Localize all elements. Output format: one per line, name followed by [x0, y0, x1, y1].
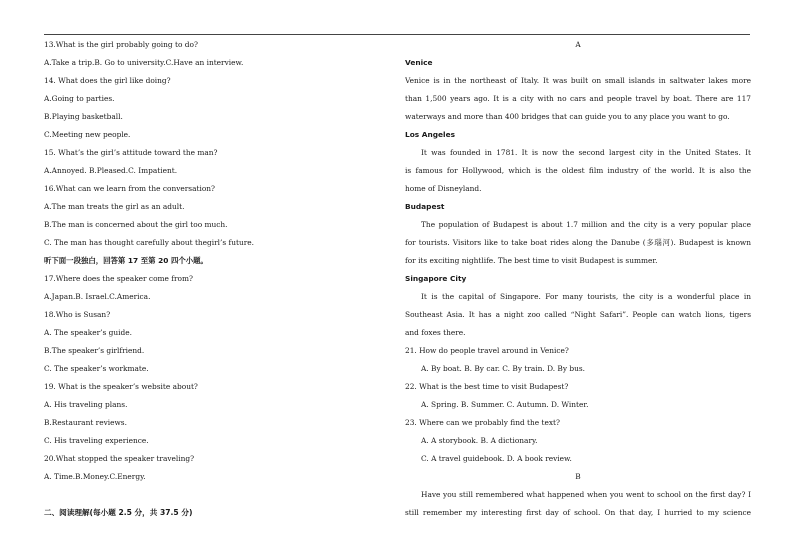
question-23: 23. Where can we probably find the text? — [405, 418, 560, 427]
budapest-line-1: The population of Budapest is about 1.7 million and the city is a very popular place — [421, 220, 751, 229]
venice-line-2: than 1,500 years ago. It is a city with no cars and people travel by boat. There are 117 — [405, 94, 751, 103]
question-20: 20.What stopped the speaker traveling? — [44, 454, 195, 463]
passage-b-line-2: still remember my interesting first day of school. On that day, I hurried to my science — [405, 508, 751, 517]
passage-a-label: A — [575, 40, 581, 49]
heading-venice: Venice — [405, 58, 433, 67]
venice-line-1: Venice is in the northeast of Italy. It was built on small islands in saltwater lakes more — [405, 76, 751, 85]
header-rule — [44, 34, 750, 35]
option-16c: C. The man has thought carefully about thegirl’s future. — [44, 238, 255, 247]
heading-budapest: Budapest — [405, 202, 445, 211]
options-23-cd: C. A travel guidebook. D. A book review. — [421, 454, 572, 463]
right-column — [405, 36, 751, 522]
budapest-line-3: for its exciting nightlife. The best time to visit Budapest is summer. — [405, 256, 658, 265]
question-13: 13.What is the girl probably going to do? — [44, 40, 198, 49]
question-21: 21. How do people travel around in Venice? — [405, 346, 569, 355]
option-14b: B.Playing basketball. — [44, 112, 123, 121]
options-23-ab: A. A storybook. B. A dictionary. — [421, 436, 538, 445]
heading-los-angeles: Los Angeles — [405, 130, 455, 139]
question-19: 19. What is the speaker’s website about? — [44, 382, 198, 391]
options-15: A.Annoyed. B.Pleased.C. Impatient. — [44, 166, 178, 175]
question-22: 22. What is the best time to visit Budapest? — [405, 382, 569, 391]
venice-line-3: waterways and more than 400 bridges that can guide you to any place you want to go. — [405, 112, 730, 121]
la-line-3: home of Disneyland. — [405, 184, 482, 193]
option-14c: C.Meeting new people. — [44, 130, 131, 139]
budapest-line-2: for tourists. Visitors like to take boat rides along the Danube (多瑙河). Budapest is known — [405, 238, 751, 247]
question-15: 15. What’s the girl’s attitude toward the man? — [44, 148, 218, 157]
option-19a: A. His traveling plans. — [44, 400, 128, 409]
question-17: 17.Where does the speaker come from? — [44, 274, 193, 283]
passage-b-line-1: Have you still remembered what happened when you went to school on the first day? I — [421, 490, 751, 499]
la-line-2: is famous for Hollywood, which is the oldest film industry of the world. It is also the — [405, 166, 751, 175]
options-20: A. Time.B.Money.C.Energy. — [44, 472, 146, 481]
options-13: A.Take a trip.B. Go to university.C.Have an interview. — [44, 58, 244, 67]
singapore-line-1: It is the capital of Singapore. For many tourists, the city is a wonderful place in — [421, 292, 751, 301]
option-16a: A.The man treats the girl as an adult. — [44, 202, 185, 211]
monologue-instruction: 听下面一段独白，回答第 17 至第 20 四个小题。 — [44, 256, 208, 265]
option-18c: C. The speaker’s workmate. — [44, 364, 149, 373]
option-18b: B.The speaker’s girlfriend. — [44, 346, 145, 355]
options-17: A.Japan.B. Israel.C.America. — [44, 292, 151, 301]
section-title-reading: 二、阅读理解(每小题 2.5 分，共 37.5 分) — [44, 508, 193, 517]
question-14: 14. What does the girl like doing? — [44, 76, 171, 85]
question-18: 18.Who is Susan? — [44, 310, 111, 319]
passage-b-label: B — [575, 472, 581, 481]
option-14a: A.Going to parties. — [44, 94, 115, 103]
options-22: A. Spring. B. Summer. C. Autumn. D. Winter. — [421, 400, 589, 409]
option-18a: A. The speaker’s guide. — [44, 328, 132, 337]
options-21: A. By boat. B. By car. C. By train. D. By bus. — [421, 364, 586, 373]
question-16: 16.What can we learn from the conversation? — [44, 184, 215, 193]
singapore-line-3: and foxes there. — [405, 328, 466, 337]
option-16b: B.The man is concerned about the girl too much. — [44, 220, 228, 229]
option-19c: C. His traveling experience. — [44, 436, 149, 445]
singapore-line-2: Southeast Asia. It has a night zoo called “Night Safari”. People can watch lions, tigers — [405, 310, 751, 319]
option-19b: B.Restaurant reviews. — [44, 418, 127, 427]
heading-singapore: Singapore City — [405, 274, 467, 283]
la-line-1: It was founded in 1781. It is now the second largest city in the United States. It — [421, 148, 751, 157]
left-column — [44, 36, 384, 486]
